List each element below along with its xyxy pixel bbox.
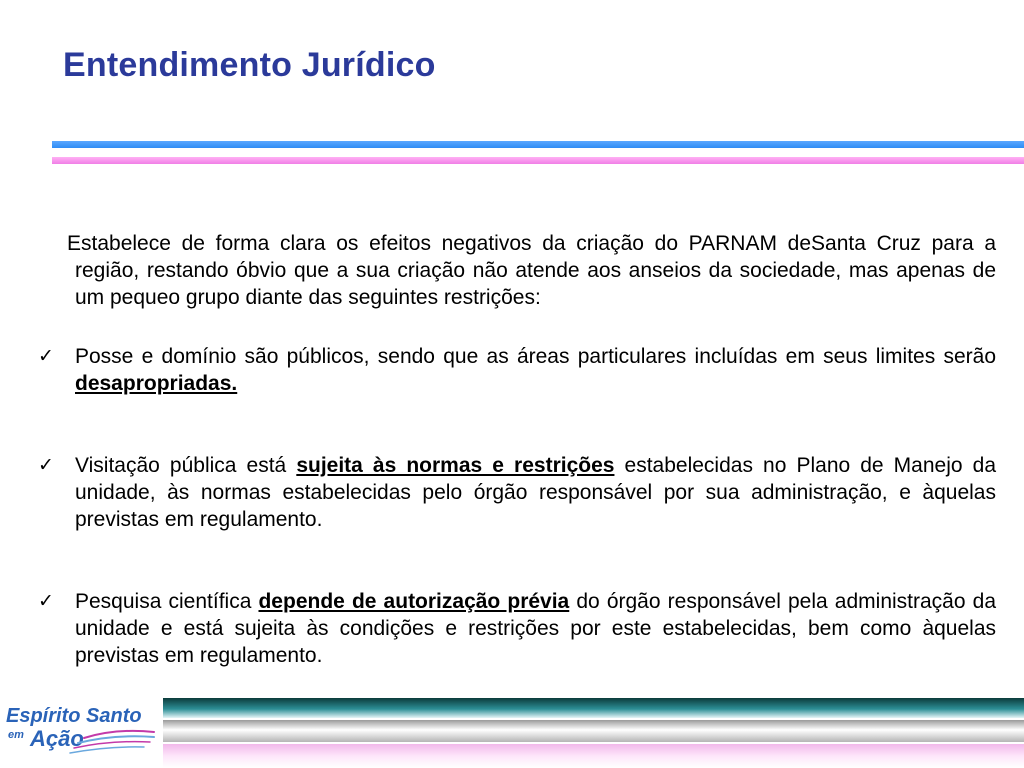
slide-body bbox=[38, 230, 996, 669]
bullet-emphasis: sujeita às normas e restrições bbox=[296, 454, 615, 477]
bullet-text: Visitação pública está bbox=[75, 454, 297, 477]
bullet-text-end: estabelecidas no Plano de Manejo da unidade, às normas estabelecidas pelo órgão responsável por sua administração, e àquelas previstas em regulamento. bbox=[75, 454, 996, 531]
list-item bbox=[38, 343, 996, 397]
list-item bbox=[38, 452, 996, 533]
espirito-santo-em-acao-logo bbox=[4, 700, 160, 762]
footer-band-gray bbox=[163, 720, 1024, 742]
footer-band-pink bbox=[163, 744, 1024, 768]
intro-paragraph: Estabelece de forma clara os efeitos negativos da criação do PARNAM deSanta Cruz para a região, restando óbvio que a sua criação não atende aos anseios da sociedade, mas apenas de um pequeo grupo diante das seguintes restrições: bbox=[67, 232, 996, 309]
header-divider-pink bbox=[52, 157, 1024, 164]
bullet-emphasis: desapropriadas. bbox=[75, 372, 238, 395]
page-title: Entendimento Jurídico bbox=[63, 46, 436, 84]
check-mark-icon: ✓ bbox=[38, 454, 54, 476]
restrictions-list bbox=[38, 343, 996, 669]
bullet-text: Pesquisa científica bbox=[75, 590, 259, 613]
logo-text-line2: Ação bbox=[30, 726, 84, 751]
bullet-emphasis: depende de autorização prévia bbox=[258, 590, 570, 613]
list-item bbox=[38, 588, 996, 669]
check-mark-icon: ✓ bbox=[38, 345, 54, 367]
bullet-text: Posse e domínio são públicos, sendo que as áreas particulares incluídas em seus limites serão bbox=[75, 345, 996, 368]
logo-text-small: em bbox=[8, 729, 24, 741]
header-divider-blue bbox=[52, 141, 1024, 148]
check-mark-icon: ✓ bbox=[38, 590, 54, 612]
footer-band-teal bbox=[163, 698, 1024, 718]
bullet-text-end: do órgão responsável pela administração da unidade e está sujeita às condições e restrições por este estabelecidas, bem como àquelas previstas em regulamento. bbox=[75, 590, 996, 667]
logo-text-line1: Espírito Santo bbox=[6, 705, 142, 727]
